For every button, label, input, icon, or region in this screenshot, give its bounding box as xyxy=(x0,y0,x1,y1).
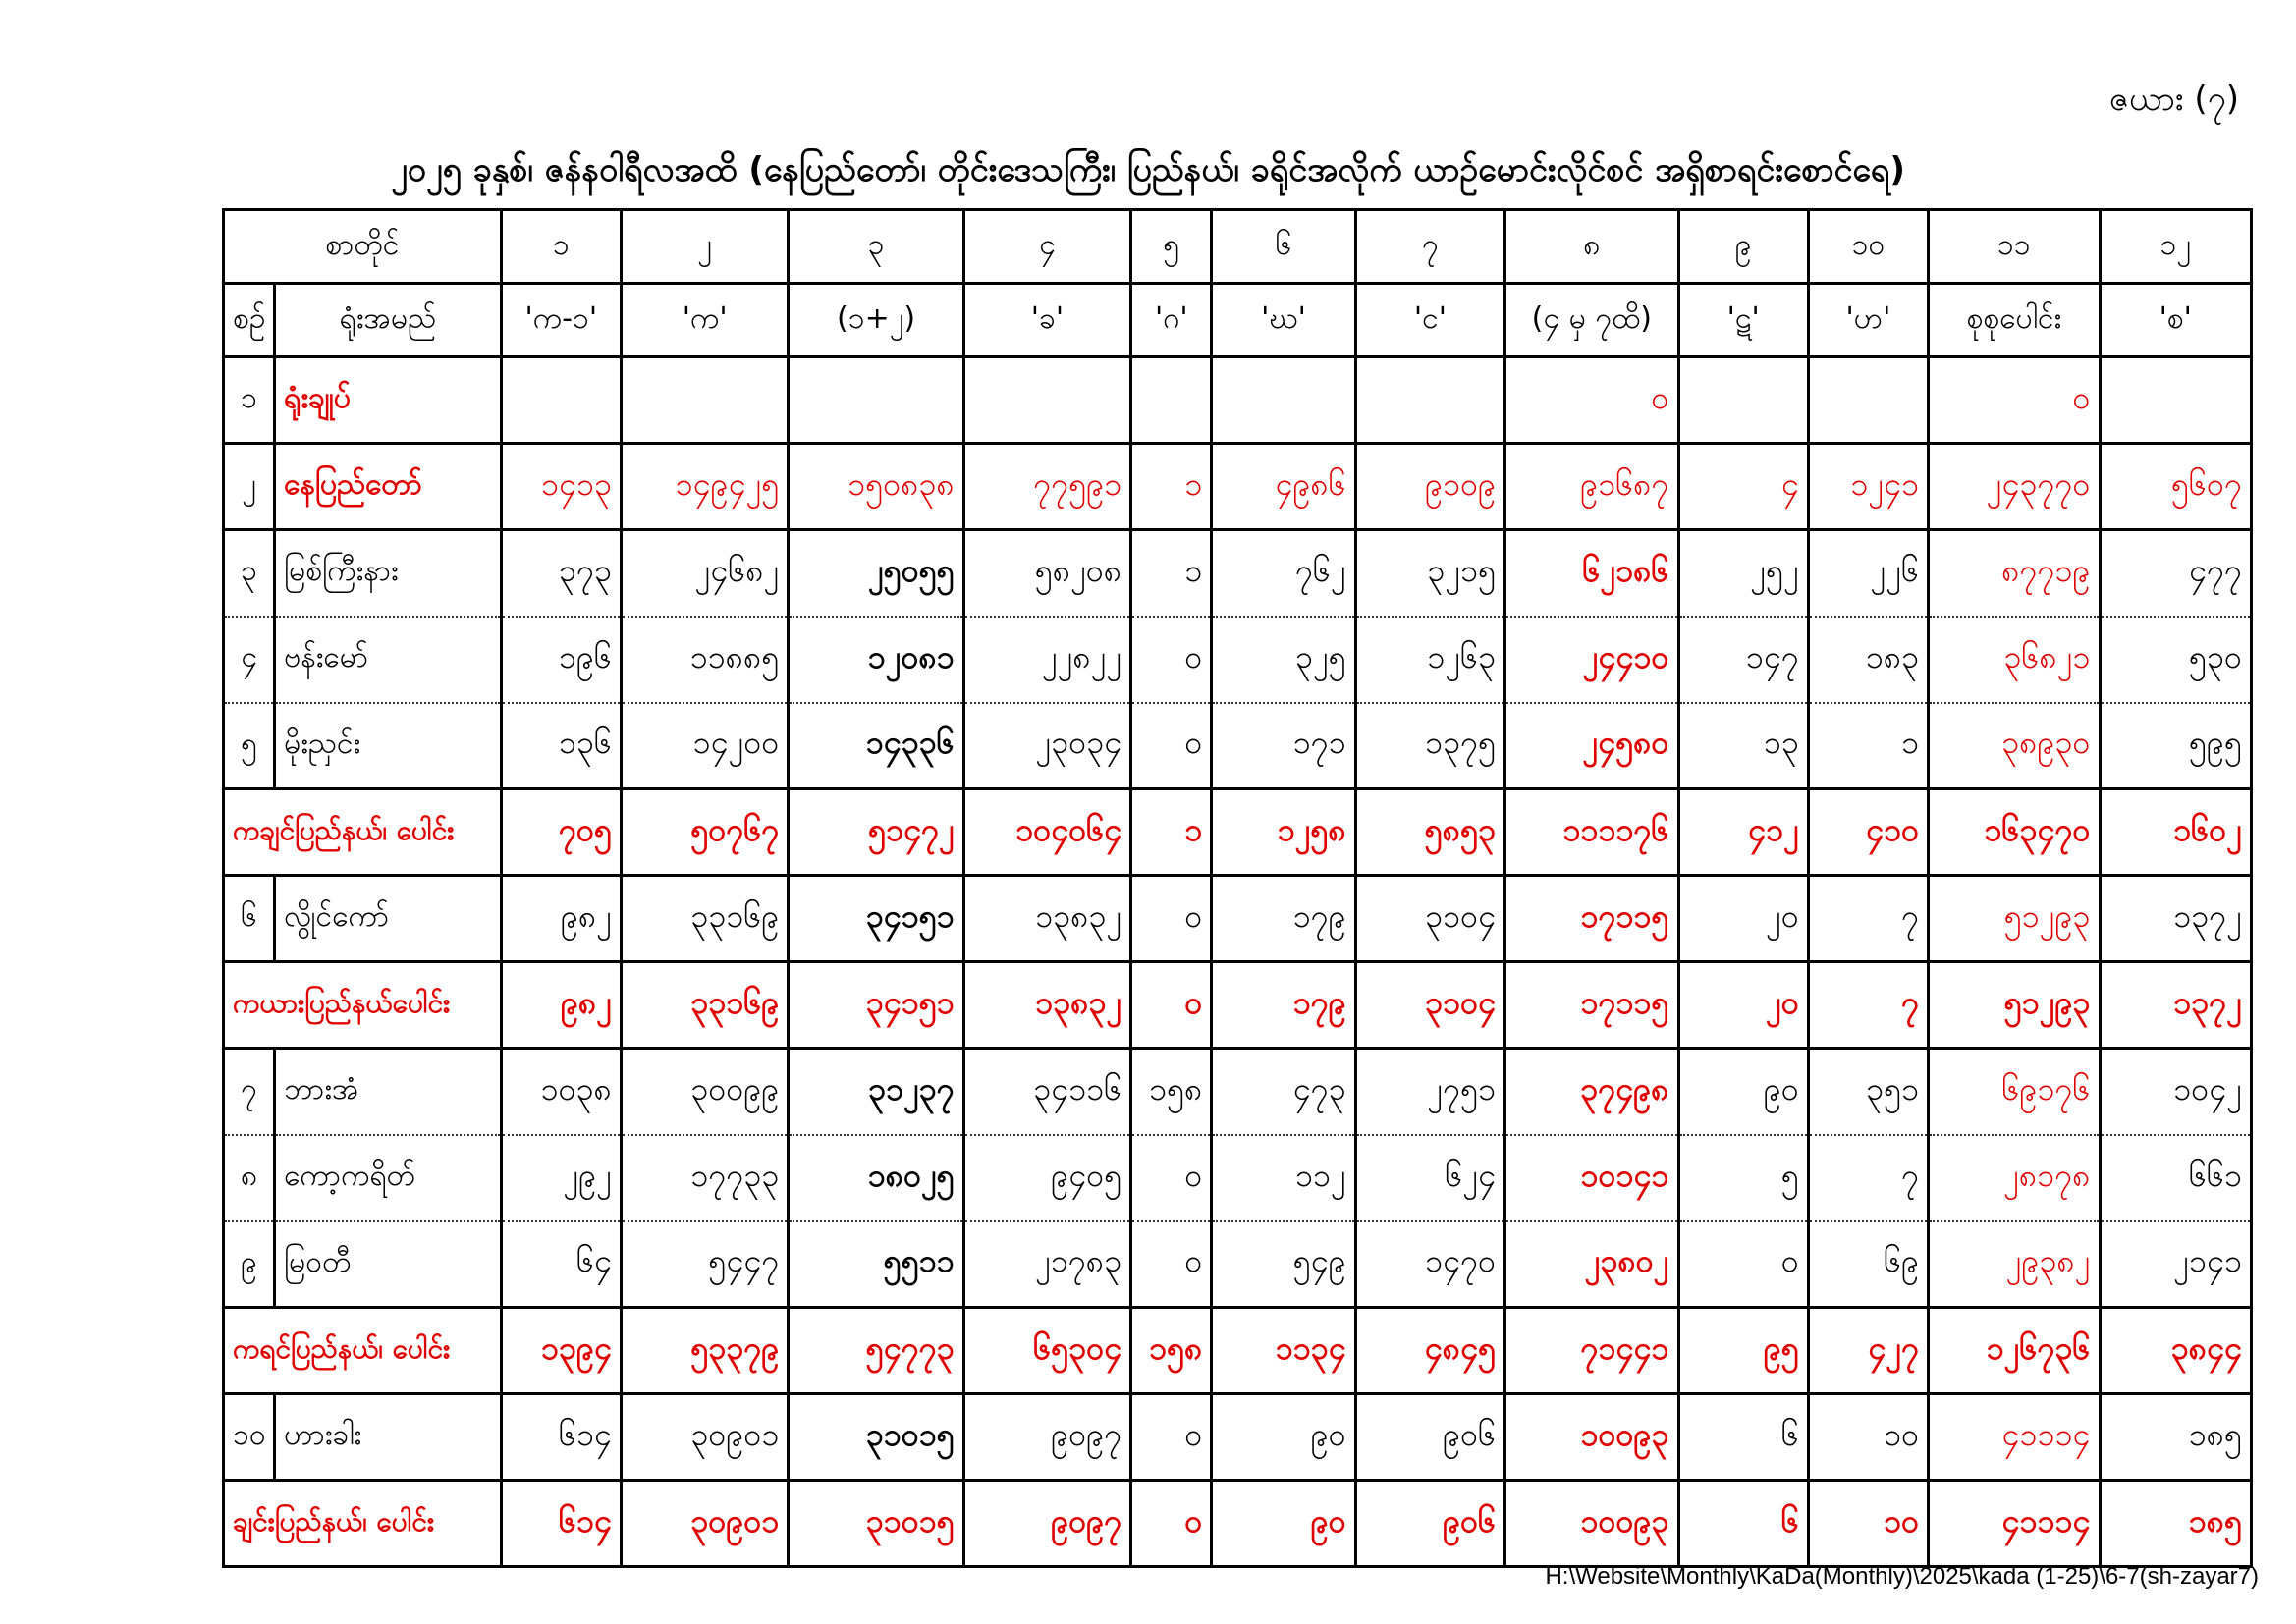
value-cell: ၆၁၄ xyxy=(501,1394,621,1481)
value-cell: ၁၆၃၄၇၀ xyxy=(1929,789,2100,876)
license-class-header: 'ဟ' xyxy=(1808,284,1928,357)
value-cell: ၄၁၀ xyxy=(1808,789,1928,876)
value-cell: ၁၁၈၈၅ xyxy=(621,617,788,703)
value-cell: ၂၅၂ xyxy=(1678,530,1808,617)
value-cell: ၅၄၄၇ xyxy=(621,1221,788,1308)
value-cell: ၃၄၁၁၆ xyxy=(963,1049,1130,1135)
value-cell: ၁ xyxy=(1131,530,1212,617)
serial-number: ၁၀ xyxy=(224,1394,275,1481)
state-total-row xyxy=(224,1308,2252,1394)
office-name: နေပြည်တော် xyxy=(275,444,502,530)
value-cell: ၀ xyxy=(1131,703,1212,789)
value-cell: ၇ xyxy=(1808,962,1928,1049)
value-cell: ၁၄၁၃ xyxy=(501,444,621,530)
column-number: ၃ xyxy=(789,210,963,284)
value-cell: ၅ xyxy=(1678,1135,1808,1221)
value-cell: ၂၀ xyxy=(1678,876,1808,962)
value-cell: ၆၉ xyxy=(1808,1221,1928,1308)
value-cell: ၁၀၄၂ xyxy=(2100,1049,2251,1135)
state-total-label: ကချင်ပြည်နယ်၊ ပေါင်း xyxy=(224,789,502,876)
table-number-label: ဇယား (၇) xyxy=(2108,80,2239,119)
value-cell: ၉၅ xyxy=(1678,1308,1808,1394)
state-total-row xyxy=(224,1481,2252,1567)
value-cell: ၁၅၀၈၃၈ xyxy=(789,444,963,530)
column-number: ၁ xyxy=(501,210,621,284)
value-cell: ၁၀၁၄၁ xyxy=(1505,1135,1678,1221)
value-cell: ၉၀၆ xyxy=(1355,1481,1504,1567)
value-cell: ၁၈၅ xyxy=(2100,1394,2251,1481)
value-cell: ၃၁၀၄ xyxy=(1355,962,1504,1049)
table-row xyxy=(224,703,2252,789)
value-cell: ၁၆၀၂ xyxy=(2100,789,2251,876)
value-cell: ၄၂၇ xyxy=(1808,1308,1928,1394)
value-cell: ၂၂၈၂၂ xyxy=(963,617,1130,703)
value-cell: ၁၇၁၁၅ xyxy=(1505,962,1678,1049)
serial-number: ၉ xyxy=(224,1221,275,1308)
value-cell: ၁၈၀၂၅ xyxy=(789,1135,963,1221)
value-cell: ၁၁၂ xyxy=(1212,1135,1355,1221)
value-cell: ၉၈၂ xyxy=(501,876,621,962)
value-cell: ၁၃၈၃၂ xyxy=(963,962,1130,1049)
serial-number: ၇ xyxy=(224,1049,275,1135)
value-cell: ၅၉၅ xyxy=(2100,703,2251,789)
value-cell: ၇၇၅၉၁ xyxy=(963,444,1130,530)
value-cell: ၁၂၅၈ xyxy=(1212,789,1355,876)
value-cell: ၁၂၆၃ xyxy=(1355,617,1504,703)
value-cell: ၉၀ xyxy=(1212,1481,1355,1567)
value-cell: ၂၇၅၁ xyxy=(1355,1049,1504,1135)
value-cell: ၉၀၆ xyxy=(1355,1394,1504,1481)
office-name: မြစ်ကြီးနား xyxy=(275,530,502,617)
value-cell: ၄၇၇ xyxy=(2100,530,2251,617)
value-cell: ၂၅၀၅၅ xyxy=(789,530,963,617)
table-row xyxy=(224,876,2252,962)
value-cell xyxy=(1678,357,1808,444)
value-cell: ၉၈၂ xyxy=(501,962,621,1049)
value-cell: ၀ xyxy=(1131,1481,1212,1567)
value-cell: ၁၃၈၃၂ xyxy=(963,876,1130,962)
value-cell: ၂၃၈၀၂ xyxy=(1505,1221,1678,1308)
value-cell: ၁၉၆ xyxy=(501,617,621,703)
column-number: ၁၂ xyxy=(2100,210,2251,284)
value-cell: ၃၁၀၁၅ xyxy=(789,1394,963,1481)
table-row xyxy=(224,617,2252,703)
value-cell: ၅၁၄၇၂ xyxy=(789,789,963,876)
value-cell: ၀ xyxy=(1505,357,1678,444)
value-cell: ၃၈၉၃၀ xyxy=(1929,703,2100,789)
value-cell: ၉၁၀၉ xyxy=(1355,444,1504,530)
value-cell: ၂၄၄၁၀ xyxy=(1505,617,1678,703)
value-cell: ၀ xyxy=(1131,876,1212,962)
value-cell: ၇၆၂ xyxy=(1212,530,1355,617)
table-row xyxy=(224,1049,2252,1135)
license-class-header: 'ဂ' xyxy=(1131,284,1212,357)
value-cell: ၂၁၄၁ xyxy=(2100,1221,2251,1308)
serial-number: ၄ xyxy=(224,617,275,703)
value-cell: ၁၀၀၉၃ xyxy=(1505,1481,1678,1567)
value-cell: ၆၅၃၀၄ xyxy=(963,1308,1130,1394)
value-cell: ၉၀ xyxy=(1678,1049,1808,1135)
license-class-header: စုစုပေါင်း xyxy=(1929,284,2100,357)
license-class-header: 'ဋ' xyxy=(1678,284,1808,357)
value-cell: ၂၈၁၇၈ xyxy=(1929,1135,2100,1221)
value-cell: ၁၁၃၄ xyxy=(1212,1308,1355,1394)
value-cell: ၉၀ xyxy=(1212,1394,1355,1481)
value-cell: ၂၄၆၈၂ xyxy=(621,530,788,617)
value-cell: ၃၈၄၄ xyxy=(2100,1308,2251,1394)
value-cell xyxy=(1808,357,1928,444)
value-cell: ၅၅၁၁ xyxy=(789,1221,963,1308)
value-cell: ၁ xyxy=(1808,703,1928,789)
value-cell: ၃၄၁၅၁ xyxy=(789,876,963,962)
value-cell: ၁၇၁၁၅ xyxy=(1505,876,1678,962)
column-number: ၉ xyxy=(1678,210,1808,284)
value-cell: ၆ xyxy=(1678,1394,1808,1481)
value-cell: ၁၇၁ xyxy=(1212,703,1355,789)
table-row xyxy=(224,1221,2252,1308)
value-cell: ၁၃၇၂ xyxy=(2100,962,2251,1049)
value-cell: ၅၃၀ xyxy=(2100,617,2251,703)
value-cell: ၁၄၇၀ xyxy=(1355,1221,1504,1308)
value-cell: ၉၀၉၇ xyxy=(963,1394,1130,1481)
value-cell: ၁၃ xyxy=(1678,703,1808,789)
license-class-header: 'က' xyxy=(621,284,788,357)
office-name-header: ရုံးအမည် xyxy=(275,284,502,357)
value-cell: ၇ xyxy=(1808,1135,1928,1221)
value-cell: ၄၁၁၁၄ xyxy=(1929,1481,2100,1567)
column-number-label: စာတိုင် xyxy=(224,210,502,284)
value-cell xyxy=(1355,357,1504,444)
value-cell: ၄၉၈၆ xyxy=(1212,444,1355,530)
value-cell xyxy=(2100,357,2251,444)
value-cell: ၁၇၉ xyxy=(1212,876,1355,962)
value-cell: ၀ xyxy=(1929,357,2100,444)
header-row-numbers xyxy=(224,210,2252,284)
value-cell: ၀ xyxy=(1131,962,1212,1049)
value-cell: ၁၃၆ xyxy=(501,703,621,789)
office-name: ကော့ကရိတ် xyxy=(275,1135,502,1221)
table-row xyxy=(224,1394,2252,1481)
value-cell: ၁၁၁၁၇၆ xyxy=(1505,789,1678,876)
column-number: ၂ xyxy=(621,210,788,284)
value-cell: ၂၁၇၈၃ xyxy=(963,1221,1130,1308)
value-cell xyxy=(963,357,1130,444)
license-class-header: 'က-၁' xyxy=(501,284,621,357)
value-cell: ၁၀၄၀၆၄ xyxy=(963,789,1130,876)
value-cell: ၁၄၉၄၂၅ xyxy=(621,444,788,530)
value-cell: ၁၈၃ xyxy=(1808,617,1928,703)
serial-number: ၁ xyxy=(224,357,275,444)
value-cell: ၁၂၀၈၁ xyxy=(789,617,963,703)
value-cell: ၃၀၀၉၉ xyxy=(621,1049,788,1135)
value-cell xyxy=(621,357,788,444)
table-row xyxy=(224,444,2252,530)
serial-number: ၂ xyxy=(224,444,275,530)
value-cell: ၅၈၂၀၈ xyxy=(963,530,1130,617)
value-cell: ၃၁၀၄ xyxy=(1355,876,1504,962)
value-cell: ၆၁၄ xyxy=(501,1481,621,1567)
value-cell: ၃၁၀၁၅ xyxy=(789,1481,963,1567)
license-class-header: (၁+၂) xyxy=(789,284,963,357)
office-name: ရုံးချုပ် xyxy=(275,357,502,444)
value-cell: ၅၄၇၇၃ xyxy=(789,1308,963,1394)
column-number: ၇ xyxy=(1355,210,1504,284)
value-cell: ၆၂၄ xyxy=(1355,1135,1504,1221)
value-cell: ၃၂၅ xyxy=(1212,617,1355,703)
serial-number: ၃ xyxy=(224,530,275,617)
column-number: ၁၀ xyxy=(1808,210,1928,284)
value-cell: ၃၇၃ xyxy=(501,530,621,617)
column-number: ၈ xyxy=(1505,210,1678,284)
value-cell: ၀ xyxy=(1131,617,1212,703)
value-cell: ၁၀၀၉၃ xyxy=(1505,1394,1678,1481)
value-cell xyxy=(1212,357,1355,444)
value-cell: ၆၉၁၇၆ xyxy=(1929,1049,2100,1135)
license-class-header: 'င' xyxy=(1355,284,1504,357)
value-cell: ၅၀၇၆၇ xyxy=(621,789,788,876)
value-cell: ၃၀၉၀၁ xyxy=(621,1394,788,1481)
value-cell: ၁၄၃၃၆ xyxy=(789,703,963,789)
value-cell xyxy=(501,357,621,444)
value-cell: ၂၃၀၃၄ xyxy=(963,703,1130,789)
value-cell: ၁၂၄၁ xyxy=(1808,444,1928,530)
value-cell: ၆၂၁၈၆ xyxy=(1505,530,1678,617)
value-cell: ၅၁၂၉၃ xyxy=(1929,876,2100,962)
value-cell: ၃၀၉၀၁ xyxy=(621,1481,788,1567)
column-number: ၁၁ xyxy=(1929,210,2100,284)
value-cell: ၂၄၅၈၀ xyxy=(1505,703,1678,789)
value-cell: ၁၄၂၀၀ xyxy=(621,703,788,789)
file-path-footer: H:\Website\Monthly\KaDa(Monthly)\2025\kada (1-25)\6-7(sh-zayar7) xyxy=(1545,1563,2259,1590)
value-cell: ၁ xyxy=(1131,444,1212,530)
column-number: ၅ xyxy=(1131,210,1212,284)
value-cell: ၃၃၁၆၉ xyxy=(621,962,788,1049)
value-cell: ၅၈၅၃ xyxy=(1355,789,1504,876)
value-cell: ၇၁၄၄၁ xyxy=(1505,1308,1678,1394)
table-row xyxy=(224,1135,2252,1221)
value-cell: ၄ xyxy=(1678,444,1808,530)
value-cell: ၂၀ xyxy=(1678,962,1808,1049)
value-cell: ၇ xyxy=(1808,876,1928,962)
value-cell: ၁၀၃၈ xyxy=(501,1049,621,1135)
serial-number: ၈ xyxy=(224,1135,275,1221)
value-cell: ၀ xyxy=(1131,1135,1212,1221)
header-row-classes xyxy=(224,284,2252,357)
value-cell: ၃၅၁ xyxy=(1808,1049,1928,1135)
value-cell: ၂၂၆ xyxy=(1808,530,1928,617)
value-cell: ၁၃၇၂ xyxy=(2100,876,2251,962)
value-cell: ၁၅၈ xyxy=(1131,1308,1212,1394)
value-cell xyxy=(1131,357,1212,444)
value-cell: ၅၄၉ xyxy=(1212,1221,1355,1308)
serial-number: ၆ xyxy=(224,876,275,962)
value-cell: ၄၁၁၁၄ xyxy=(1929,1394,2100,1481)
value-cell: ၁၈၅ xyxy=(2100,1481,2251,1567)
column-number: ၆ xyxy=(1212,210,1355,284)
table-row xyxy=(224,357,2252,444)
value-cell: ၄၈၄၅ xyxy=(1355,1308,1504,1394)
value-cell: ၀ xyxy=(1131,1394,1212,1481)
page-title: ၂၀၂၅ ခုနှစ်၊ ဇန်နဝါရီလအထိ (နေပြည်တော်၊ တိုင်းဒေသကြီး၊ ပြည်နယ်၊ ခရိုင်အလိုက် ယာဉ်မောင်းလိုင်စင် အရှိစာရင်းစောင်ရေ) xyxy=(391,150,1905,189)
state-total-label: ကရင်ပြည်နယ်၊ ပေါင်း xyxy=(224,1308,502,1394)
office-name: မြဝတီ xyxy=(275,1221,502,1308)
license-class-header: (၄ မှ ၇ထိ) xyxy=(1505,284,1678,357)
table-row xyxy=(224,530,2252,617)
value-cell: ၈၇၇၁၉ xyxy=(1929,530,2100,617)
value-cell: ၄၇၃ xyxy=(1212,1049,1355,1135)
value-cell xyxy=(789,357,963,444)
value-cell: ၂၉၃၈၂ xyxy=(1929,1221,2100,1308)
value-cell: ၉၁၆၈၇ xyxy=(1505,444,1678,530)
value-cell: ၁၇၉ xyxy=(1212,962,1355,1049)
value-cell: ၆ xyxy=(1678,1481,1808,1567)
value-cell: ၁ xyxy=(1131,789,1212,876)
value-cell: ၃၂၁၅ xyxy=(1355,530,1504,617)
value-cell: ၄၁၂ xyxy=(1678,789,1808,876)
license-table xyxy=(222,208,2253,1568)
value-cell: ၂၄၃၇၇၀ xyxy=(1929,444,2100,530)
value-cell: ၆၄ xyxy=(501,1221,621,1308)
value-cell: ၃၇၄၉၈ xyxy=(1505,1049,1678,1135)
serial-header: စဉ် xyxy=(224,284,275,357)
value-cell: ၁၃၉၄ xyxy=(501,1308,621,1394)
value-cell: ၅၆၀၇ xyxy=(2100,444,2251,530)
value-cell: ၇၀၅ xyxy=(501,789,621,876)
license-class-header: 'စ' xyxy=(2100,284,2251,357)
license-class-header: 'ဃ' xyxy=(1212,284,1355,357)
value-cell: ၁၅၈ xyxy=(1131,1049,1212,1135)
value-cell: ၀ xyxy=(1131,1221,1212,1308)
office-name: ဟားခါး xyxy=(275,1394,502,1481)
column-number: ၄ xyxy=(963,210,1130,284)
value-cell: ၁၂၆၇၃၆ xyxy=(1929,1308,2100,1394)
value-cell: ၅၁၂၉၃ xyxy=(1929,962,2100,1049)
office-name: ဘားအံ xyxy=(275,1049,502,1135)
value-cell: ၀ xyxy=(1678,1221,1808,1308)
state-total-label: ချင်းပြည်နယ်၊ ပေါင်း xyxy=(224,1481,502,1567)
value-cell: ၉၀၉၇ xyxy=(963,1481,1130,1567)
value-cell: ၁၀ xyxy=(1808,1394,1928,1481)
office-name: ဗန်းမော် xyxy=(275,617,502,703)
value-cell: ၁၄၇ xyxy=(1678,617,1808,703)
value-cell: ၃၁၂၃၇ xyxy=(789,1049,963,1135)
value-cell: ၁၇၇၃၃ xyxy=(621,1135,788,1221)
value-cell: ၂၉၂ xyxy=(501,1135,621,1221)
state-total-row xyxy=(224,789,2252,876)
license-class-header: 'ခ' xyxy=(963,284,1130,357)
value-cell: ၆၆၁ xyxy=(2100,1135,2251,1221)
value-cell: ၁၀ xyxy=(1808,1481,1928,1567)
serial-number: ၅ xyxy=(224,703,275,789)
value-cell: ၃၆၈၂၁ xyxy=(1929,617,2100,703)
state-total-row xyxy=(224,962,2252,1049)
value-cell: ၅၃၃၇၉ xyxy=(621,1308,788,1394)
office-name: လွိုင်ကော် xyxy=(275,876,502,962)
value-cell: ၉၄၀၅ xyxy=(963,1135,1130,1221)
value-cell: ၁၃၇၅ xyxy=(1355,703,1504,789)
office-name: မိုးညှင်း xyxy=(275,703,502,789)
state-total-label: ကယားပြည်နယ်ပေါင်း xyxy=(224,962,502,1049)
value-cell: ၃၄၁၅၁ xyxy=(789,962,963,1049)
value-cell: ၃၃၁၆၉ xyxy=(621,876,788,962)
